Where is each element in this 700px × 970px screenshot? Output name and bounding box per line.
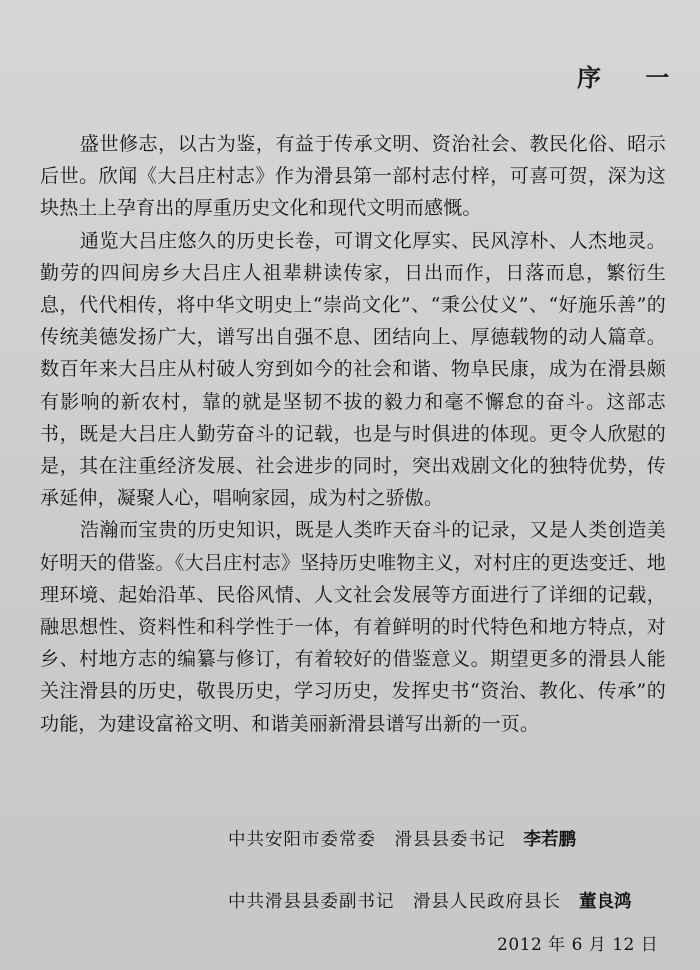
paragraph-3: 浩瀚而宝贵的历史知识，既是人类昨天奋斗的记录，又是人类创造美好明天的借鉴。《大吕庄村志》坚持历史唯物主义，对村庄的更迭变迁、地理环境、起始沿革、民俗风情、人文社会发展等方面进行了详细的记载，融思想性、资料性和科学性于一体，有着鲜明的时代特色和地方特点，对乡、村地方志的编纂与修订，有着较好的借鉴意义。期望更多的滑县人能关注滑县的历史，敬畏历史，学习历史，发挥史书“资治、教化、传承”的功能，为建设富裕文明、和谐美丽新滑县谱写出新的一页。 bbox=[40, 519, 666, 735]
signature-1-title: 中共安阳市委常委 滑县县委书记 bbox=[228, 830, 506, 850]
preface-heading: 序 一 bbox=[577, 64, 688, 92]
preface-body bbox=[40, 128, 666, 740]
signature-1 bbox=[228, 826, 576, 851]
signature-1-name: 李若鹏 bbox=[523, 830, 576, 850]
signature-2-name: 董良鸿 bbox=[579, 892, 632, 912]
paragraph-2: 通览大吕庄悠久的历史长卷，可谓文化厚实、民风淳朴、人杰地灵。勤劳的四间房乡大吕庄人祖辈耕读传家，日出而作，日落而息，繁衍生息，代代相传，将中华文明史上“崇尚文化”、“秉公仗义”、“好施乐善”的传统美德发扬广大，谱写出自强不息、团结向上、厚德载物的动人篇章。数百年来大吕庄从村破人穷到如今的社会和谐、物阜民康，成为在滑县颇有影响的新农村，靠的就是坚韧不拔的毅力和毫不懈怠的奋斗。这部志书，既是大吕庄人勤劳奋斗的记载，也是与时俱进的体现。更令人欣慰的是，其在注重经济发展、社会进步的同时，突出戏剧文化的独特优势，传承延伸，凝聚人心，唱响家园，成为村之骄傲。 bbox=[40, 229, 666, 510]
paragraph-1: 盛世修志，以古为鉴，有益于传承文明、资治社会、教民化俗、昭示后世。欣闻《大吕庄村志》作为滑县第一部村志付梓，可喜可贺，深为这块热土上孕育出的厚重历史文化和现代文明而感慨。 bbox=[40, 133, 666, 220]
date-line: 2012 年 6 月 12 日 bbox=[497, 935, 659, 955]
signature-2-title: 中共滑县县委副书记 滑县人民政府县长 bbox=[228, 892, 561, 912]
signature-2 bbox=[228, 888, 632, 913]
